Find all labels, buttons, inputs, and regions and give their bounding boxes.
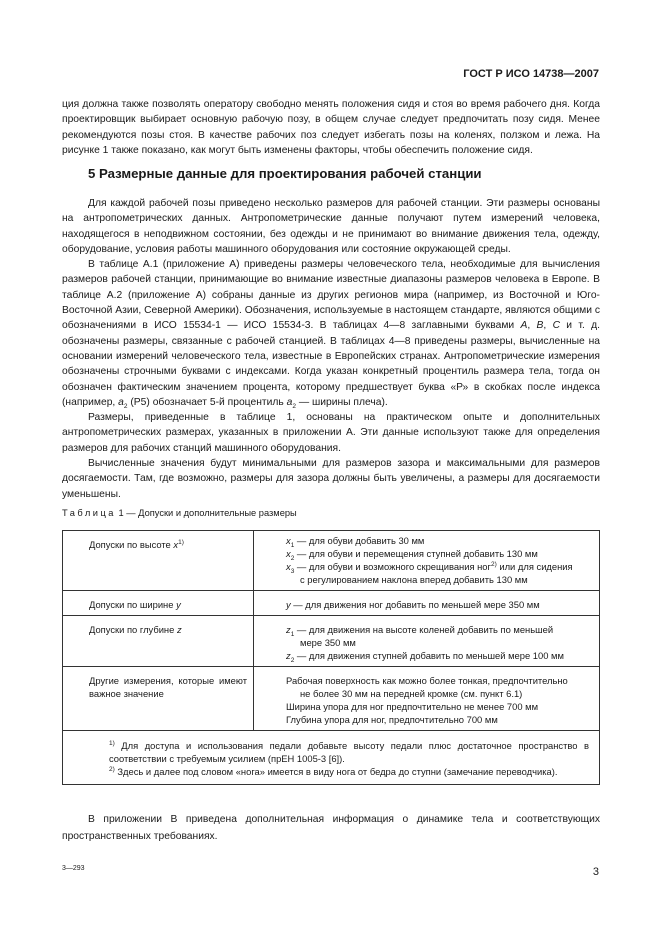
- row-values-width: y — для движения ног добавить по меньшей мере 350 мм: [254, 591, 600, 616]
- section-body: [62, 196, 600, 502]
- intro-text: ция должна также позволять оператору свободно менять положения сидя и стоя во время рабочего дня. Когда проектировщик выбирает основную рабочую позу, в общем случае следует предпочитать позу сидя. Менее рекомендуются позы стоя. В качестве рабочих поз следует избегать позы на коленях, ползком и лежа. На рисунке 1 также показано, как могут быть изменены факторы, чтобы обеспечить положение сидя.: [62, 99, 600, 156]
- section-paragraph-3: Размеры, приведенные в таблице 1, основаны на практическом опыте и дополнительных антропометрических размерах, указанных в приложении А. Эти данные используют также для определения размеров для рабочих станций машинного оборудования.: [62, 412, 600, 454]
- section-paragraph-1: Для каждой рабочей позы приведено несколько размеров для рабочей станции. Эти размеры основаны на антропометрических данных. Антропометрические данные получают путем измерений человека, находящегося в неподвижном состоянии, без одежды и не принимают во внимание движения тела, одежду, оборудование, условия работы машинного оборудования или состояние окружающей среды.: [62, 198, 600, 255]
- footnote-2: $^{2)}$ Здесь и далее под словом «нога» имеется в виду нога от бедра до ступни (замечание переводчика).: [109, 765, 558, 777]
- row-label-height: Допуски по высоте $x^{1)}$: [63, 531, 254, 591]
- intro-paragraph: [62, 97, 600, 158]
- row-label-other: Другие измерения, которые имеют важное значение: [63, 667, 254, 731]
- row-label-width: Допуски по ширине y: [63, 591, 254, 616]
- allowances-table: [62, 530, 600, 785]
- row-label-depth: Допуски по глубине z: [63, 616, 254, 667]
- table-row: [63, 667, 600, 731]
- document-code-header: ГОСТ Р ИСО 14738—2007: [463, 68, 599, 80]
- closing-paragraph: [62, 811, 600, 845]
- table-row: [63, 531, 600, 591]
- row-values-depth: $z_1$ — для движения на высоте коленей добавить по меньшей мере 350 мм $z_2$ — для движения ступней добавить по меньшей мере 100 мм: [254, 616, 600, 667]
- table-row: [63, 731, 600, 785]
- table-row: [63, 591, 600, 616]
- table-caption: Таблица 1 — Допуски и дополнительные размеры: [62, 508, 297, 518]
- row-values-other: Рабочая поверхность как можно более тонкая, предпочтительно не более 30 мм на передней кромке (см. пункт 6.1) Ширина упора для ног предпочтительно не менее 700 мм Глубина упора для ног, предпочтительно 700 мм: [254, 667, 600, 731]
- section-paragraph-2: В таблице А.1 (приложение А) приведены размеры человеческого тела, необходимые для вычисления размеров рабочей станции, принимающие во внимание известные диапазоны размеров человека в Европе. В таблице А.2 (приложение А) собраны данные из других регионов мира (например, из Восточной и Юго-Восточной Азии, Северной Америки). Обозначения, используемые в настоящем стандарте, являются общими с обозначениями в ИСО 15534-1 — ИСО 15534-3. В таблицах 4—8 заглавными буквами А, В, С и т. д. обозначены размеры, связанные с рабочей станцией. В таблицах 4—8 приведены размеры, вычисленные на основании измерений человеческого тела, известные в Европейских странах. Антропометрические измерения обозначены строчными буквами с индексами. Когда указан конкретный процентиль размера тела, тогда он обозначен фактическим значением процента, которому предшествует буква «Р» в скобках после индекса (например, $a_2$ (Р5) обозначает 5-й процентиль $a_2$ — ширины плеча).: [62, 259, 600, 410]
- footnote-1: $^{1)}$ Для доступа и использования педали добавьте высоту педали плюс достаточное пространство в соответствии с требуемым усилием (прЕН 1005-3 [6]).: [109, 739, 589, 764]
- section-title: 5 Размерные данные для проектирования рабочей станции: [88, 166, 482, 181]
- table-footnotes: [63, 731, 600, 785]
- table-row: [63, 616, 600, 667]
- row-values-height: $x_1$ — для обуви добавить 30 мм $x_2$ — для обуви и перемещения ступней добавить 130 мм $x_3$ — для обуви и возможного скрещивания ног$^{2)}$ или для сидения с регулированием наклона вперед добавить 130 мм: [254, 531, 600, 591]
- page-number: 3: [592, 866, 599, 878]
- closing-text: В приложении В приведена дополнительная информация о динамике тела и соответствующих пространственных требованиях.: [62, 814, 600, 842]
- section-paragraph-4: Вычисленные значения будут минимальными для размеров зазора и максимальными для размеров досягаемости. Там, где возможно, размеры для зазора должны быть увеличены, а размеры для досягаемости уменьшены.: [62, 458, 600, 500]
- print-code: 3—293: [62, 865, 85, 872]
